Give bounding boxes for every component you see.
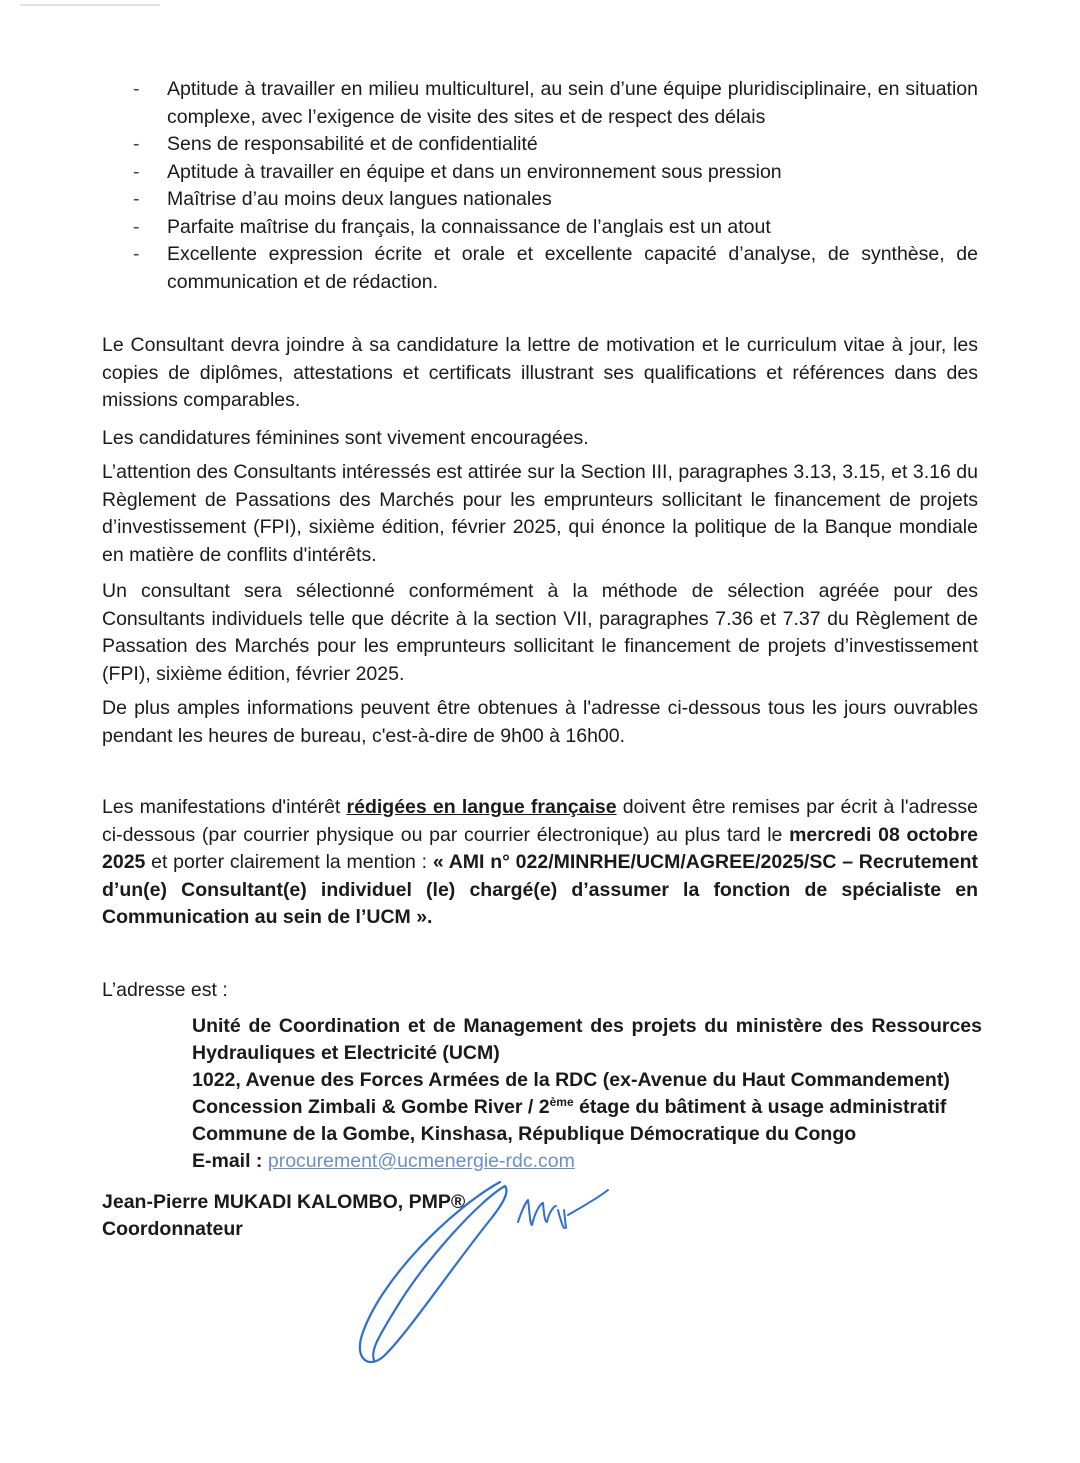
list-item bbox=[133, 159, 978, 187]
floor-superscript: ème bbox=[549, 1095, 574, 1109]
address-organization: Unité de Coordination et de Management des projets du ministère des Ressources Hydrauliques et Electricité (UCM) bbox=[192, 1015, 982, 1064]
signatory-name: Jean-Pierre MUKADI KALOMBO, PMP® bbox=[102, 1191, 466, 1213]
paragraph-manifestation bbox=[102, 794, 978, 932]
bullet-marker: - bbox=[133, 78, 140, 100]
list-item-text: Aptitude à travailler en équipe et dans un environnement sous pression bbox=[167, 160, 782, 183]
list-item-text: Sens de responsabilité et de confidentialité bbox=[167, 133, 538, 155]
paragraph-informations: De plus amples informations peuvent être obtenues à l'adresse ci-dessous tous les jours ouvrables pendant les heures de bureau, c'est-à-dire de 9h00 à 16h00. bbox=[102, 697, 978, 747]
list-item bbox=[133, 186, 978, 214]
address-building-text: Concession Zimbali & Gombe River / 2 bbox=[192, 1096, 550, 1118]
list-item-text: Excellente expression écrite et orale et excellente capacité d’analyse, de synthèse, de communication et de rédaction. bbox=[167, 243, 978, 293]
list-item bbox=[133, 214, 978, 242]
bullet-marker: - bbox=[133, 243, 140, 265]
address-building-text: étage du bâtiment à usage administratif bbox=[573, 1096, 947, 1118]
bullet-marker: - bbox=[133, 215, 140, 238]
manifestation-text: doivent être remises par écrit à l'adresse ci-dessous (par courrier physique ou par courrier électronique) au plus tard le bbox=[102, 796, 978, 846]
bullet-marker: - bbox=[133, 160, 140, 183]
list-item bbox=[133, 241, 978, 296]
email-label: E-mail : bbox=[192, 1150, 268, 1172]
scan-artifact bbox=[20, 4, 160, 6]
paragraph-feminines: Les candidatures féminines sont vivement encouragées. bbox=[102, 427, 589, 449]
bullet-marker: - bbox=[133, 188, 140, 210]
reference-mention: « AMI n° 022/MINRHE/UCM/AGREE/2025/SC – Recrutement d’un(e) Consultant(e) individuel (le) chargé(e) d’assumer la fonction de spécialiste en Communication au sein de l’UCM ». bbox=[102, 851, 979, 928]
list-item-text: Maîtrise d’au moins deux langues nationales bbox=[167, 188, 552, 210]
list-item-text: Parfaite maîtrise du français, la connaissance de l’anglais est un atout bbox=[167, 215, 771, 238]
address-building bbox=[192, 1094, 982, 1121]
requirements-list bbox=[133, 76, 978, 296]
signatory-title: Coordonnateur bbox=[102, 1218, 243, 1240]
address-city: Commune de la Gombe, Kinshasa, République Démocratique du Congo bbox=[192, 1123, 857, 1145]
manifestation-text: Les manifestations d'intérêt bbox=[102, 796, 347, 818]
address-street: 1022, Avenue des Forces Armées de la RDC (ex-Avenue du Haut Commandement) bbox=[192, 1069, 950, 1091]
language-requirement: rédigées en langue française bbox=[346, 796, 617, 818]
list-item bbox=[133, 76, 978, 131]
manifestation-text: et porter clairement la mention : bbox=[145, 851, 433, 873]
bullet-marker: - bbox=[133, 133, 140, 155]
paragraph-candidature: Le Consultant devra joindre à sa candidature la lettre de motivation et le curriculum vitae à jour, les copies de diplômes, attestations et certificats illustrant ses qualifications et références dans des missions comparables. bbox=[102, 334, 978, 411]
address-intro: L’adresse est : bbox=[102, 979, 228, 1001]
paragraph-selection: Un consultant sera sélectionné conformément à la méthode de sélection agréée pour des Consultants individuels telle que décrite à la section VII, paragraphes 7.36 et 7.37 du Règlement de Passation des Marchés pour les emprunteurs sollicitant le financement de projets d’investissement (FPI), sixième édition, février 2025. bbox=[102, 580, 978, 685]
address-block bbox=[192, 1013, 982, 1175]
paragraph-attention: L’attention des Consultants intéressés est attirée sur la Section III, paragraphes 3.13, 3.15, et 3.16 du Règlement de Passations des Marchés pour les emprunteurs sollicitant le financement de projets d’investissement (FPI), sixième édition, février 2025, qui énonce la politique de la Banque mondiale en matière de conflits d'intérêts. bbox=[102, 461, 978, 566]
list-item bbox=[133, 131, 978, 159]
handwritten-signature bbox=[340, 1170, 630, 1380]
list-item-text: Aptitude à travailler en milieu multiculturel, au sein d’une équipe pluridisciplinaire, en situation complexe, avec l’exigence de visite des sites et de respect des délais bbox=[167, 78, 978, 128]
email-link[interactable]: procurement@ucmenergie-rdc.com bbox=[267, 1150, 575, 1172]
deadline-date: mercredi 08 octobre 2025 bbox=[102, 823, 979, 873]
